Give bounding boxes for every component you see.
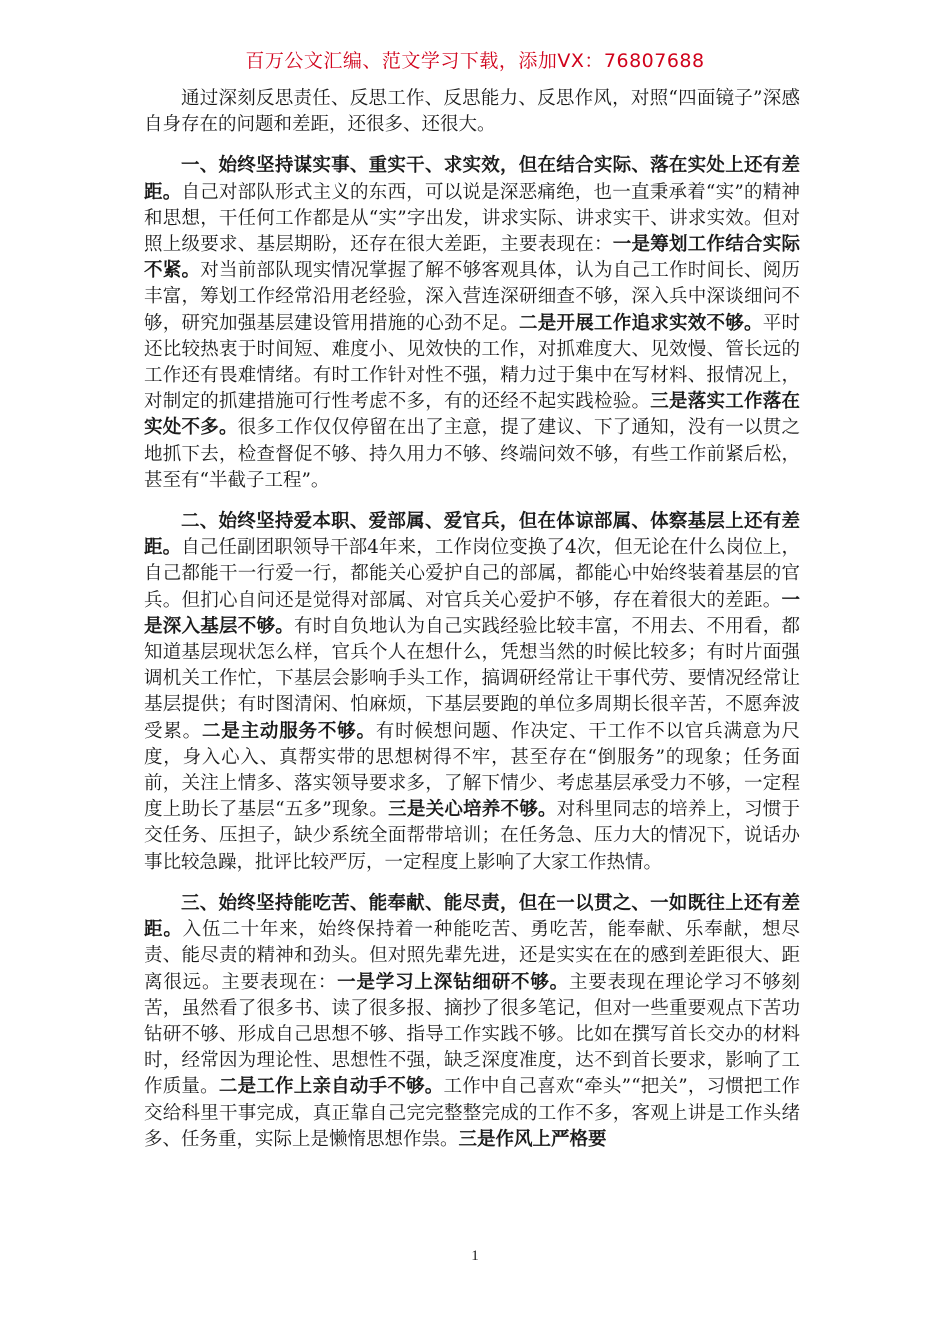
header-banner: 百万公文汇编、范文学习下载，添加VX：76807688 bbox=[245, 50, 705, 72]
intro-paragraph: 通过深刻反思责任、反思工作、反思能力、反思作风，对照“四面镜子”深感自身存在的问题和差距，还很多、还很大。 bbox=[144, 88, 800, 136]
section-2-text: 自己任副团职领导干部4年来，工作岗位变换了4次，但无论在什么岗位上，自己都能干一行爱一行，都能关心爱护自己的部属，都能心中始终装着基层的官兵。但扪心自问还是觉得对部属、对官兵关心爱护不够，存在着很大的差距。 bbox=[144, 537, 800, 611]
section-1-text: 平时还比较热衷于时间短、难度小、见效快的工作，对抓难度大、见效慢、管长远的工作还有畏难情绪。有时工作针对性不强，精力过于集中在写材料、报情况上，对制定的抓建措施可行性考虑不多，有的还经不起实践检验。 bbox=[144, 312, 800, 413]
section-1-point-2: 二是开展工作追求实效不够。 bbox=[518, 312, 763, 334]
section-2-paragraph bbox=[144, 509, 800, 876]
section-2-text: 有时候想问题、作决定、干工作不以官兵满意为尺度，身入心入、真帮实带的思想树得不牢，甚至存在“倒服务”的现象；任务面前，关注上情多、落实领导要求多，了解下情少、考虑基层承受力不够，一定程度上助长了基层“五多”现象。 bbox=[144, 720, 800, 821]
section-2-text: 有时自负地认为自己实践经验比较丰富，不用去、不用看，都知道基层现状怎么样，官兵个人在想什么，凭想当然的时候比较多；有时片面强调机关工作忙，下基层会影响手头工作，搞调研经常让干事代劳、要情况经常让基层提供；有时图清闲、怕麻烦，下基层要跑的单位多周期长很辛苦，不愿奔波受累。 bbox=[144, 615, 800, 742]
section-2-point-2: 二是主动服务不够。 bbox=[201, 720, 376, 742]
section-3-text: 主要表现在理论学习不够刻苦，虽然看了很多书、读了很多报、摘抄了很多笔记，但对一些重要观点下苦功钻研不够、形成自己思想不够、指导工作实践不够。比如在撰写首长交办的材料时，经常因为理论性、思想性不强，缺乏深度准度，达不到首长要求，影响了工作质量。 bbox=[144, 971, 800, 1098]
section-3-point-1: 一是学习上深钻细研不够。 bbox=[337, 971, 569, 993]
section-2-text: 对科里同志的培养上，习惯于交任务、压担子，缺少系统全面帮带培训；在任务急、压力大的情况下，说话办事比较急躁，批评比较严厉，一定程度上影响了大家工作热情。 bbox=[144, 799, 800, 873]
page-number: 1 bbox=[471, 1248, 479, 1264]
document-body bbox=[144, 86, 800, 1168]
section-3-paragraph bbox=[144, 891, 800, 1153]
section-1-point-1: 一是筹划工作结合实际不紧。 bbox=[144, 234, 800, 282]
section-3-text: 工作中自己喜欢“牵头”“把关”，习惯把工作交给科里干事完成，真正靠自己完完整整完成的工作不多，客观上讲是工作头绪多、任务重，实际上是懒惰思想作祟。 bbox=[144, 1076, 800, 1150]
section-3-point-3: 三是作风上严格要 bbox=[458, 1128, 607, 1150]
section-1-paragraph bbox=[144, 153, 800, 494]
section-3-text: 入伍二十年来，始终保持着一种能吃苦、勇吃苦，能奉献、乐奉献，想尽责、能尽责的精神和劲头。但对照先辈先进，还是实实在在的感到差距很大、距离很远。主要表现在： bbox=[144, 919, 800, 993]
section-2-point-3: 三是关心培养不够。 bbox=[388, 799, 557, 821]
section-1-text: 自己对部队形式主义的东西，可以说是深恶痛绝，也一直秉承着“实”的精神和思想，干任何工作都是从“实”字出发，讲求实际、讲求实干、讲求实效。但对照上级要求、基层期盼，还存在很大差距，主要表现在： bbox=[144, 181, 800, 256]
section-1-text: 对当前部队现实情况掌握了解不够客观具体，认为自己工作时间长、阅历丰富，筹划工作经常沿用老经验，深入营连深研细查不够，深入兵中深谈细问不够，研究加强基层建设管用措施的心劲不足。 bbox=[144, 260, 800, 334]
section-2-point-1: 一是深入基层不够。 bbox=[144, 589, 800, 637]
section-1-heading: 一、始终坚持谋实事、重实干、求实效，但在结合实际、落在实处上还有差距。 bbox=[144, 155, 800, 203]
section-1-point-3: 三是落实工作落在实处不多。 bbox=[144, 391, 800, 439]
section-2-heading: 二、始终坚持爱本职、爱部属、爱官兵，但在体谅部属、体察基层上还有差距。 bbox=[144, 511, 800, 559]
section-1-text: 很多工作仅仅停留在出了主意，提了建议、下了通知，没有一以贯之地抓下去，检查督促不够、持久用力不够、终端问效不够，有些工作前紧后松，甚至有“半截子工程”。 bbox=[144, 417, 800, 491]
section-3-heading: 三、始终坚持能吃苦、能奉献、能尽责，但在一以贯之、一如既往上还有差距。 bbox=[144, 892, 800, 941]
section-3-point-2: 二是工作上亲自动手不够。 bbox=[218, 1076, 444, 1098]
